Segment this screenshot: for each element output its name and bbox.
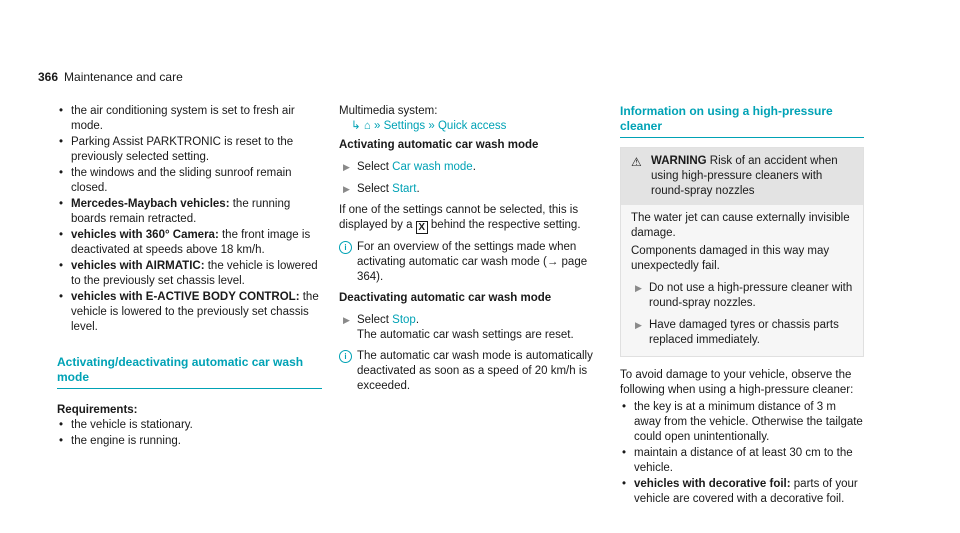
- list-item: • the engine is running.: [57, 434, 322, 449]
- warning-icon: ⚠: [631, 155, 642, 169]
- info-icon: i: [339, 241, 352, 254]
- list-item: • the windows and the sliding sunroof remain closed.: [57, 166, 322, 196]
- stop-link: Stop: [392, 314, 416, 326]
- step-select-stop: ▶ Select Stop. The automatic car wash settings are reset.: [343, 314, 574, 341]
- column-middle: [339, 104, 604, 394]
- page-header: [38, 70, 183, 84]
- step-arrow-icon: ▶: [343, 162, 350, 172]
- path-separator-icon: »: [374, 120, 381, 132]
- note-auto-deactivate: i The automatic car wash mode is automatically deactivated as soon as a speed of 20 km/h is exceeded.: [339, 349, 604, 394]
- result-list: [57, 104, 322, 335]
- warning-step: ▶ Have damaged tyres or chassis parts replaced immediately.: [635, 319, 839, 346]
- list-item: • Parking Assist PARKTRONIC is reset to the previously selected setting.: [57, 135, 322, 165]
- menu-path: [339, 119, 604, 134]
- list-item: • vehicles with AIRMATIC: the vehicle is lowered to the previously set chassis level.: [57, 259, 322, 289]
- system-label: Multimedia system:: [339, 105, 438, 117]
- step-arrow-icon: ▶: [343, 184, 350, 194]
- intro-paragraph: To avoid damage to your vehicle, observe the following when using a high-pressure cleaner:: [620, 369, 854, 396]
- list-item: • Mercedes-Maybach vehicles: the running boards remain retracted.: [57, 197, 322, 227]
- warning-box: [620, 147, 864, 357]
- list-item: • the key is at a minimum distance of 3 m away from the vehicle. Otherwise the tailgate could open unintentionally.: [620, 400, 864, 445]
- x-symbol-icon: X: [416, 221, 428, 234]
- path-arrow-icon: ↳: [351, 120, 361, 132]
- step-arrow-icon: ▶: [343, 315, 350, 325]
- warning-body: The water jet can cause externally invisible damage. Components damaged in this way may unexpectedly fail. ▶ Do not use a high-pressure cleaner with round-spray nozzles. ▶ Have damaged tyres or chassis parts replaced immediately.: [621, 205, 863, 356]
- info-paragraph: If one of the settings cannot be selected, this is displayed by a X behind the respective setting.: [339, 204, 581, 233]
- path-settings: Settings: [383, 120, 426, 132]
- step-arrow-icon: ▶: [635, 320, 642, 330]
- list-item: • vehicles with 360° Camera: the front image is deactivated at speeds above 18 km/h.: [57, 228, 322, 258]
- path-separator-icon: »: [428, 120, 435, 132]
- requirements-list: [57, 418, 322, 449]
- warning-step: ▶ Do not use a high-pressure cleaner with round-spray nozzles.: [635, 282, 853, 309]
- cleaner-list: [620, 400, 864, 507]
- step-select-car-wash: ▶ Select Car wash mode.: [343, 161, 476, 173]
- home-icon: ⌂: [363, 120, 371, 132]
- path-quick-access: Quick access: [437, 120, 507, 132]
- list-item: • maintain a distance of at least 30 cm to the vehicle.: [620, 446, 864, 476]
- note-overview: i For an overview of the settings made when activating automatic car wash mode (→ page 364).: [339, 240, 604, 285]
- warning-label: WARNING: [651, 155, 707, 167]
- page-number: 366: [38, 70, 59, 84]
- page-header-title: Maintenance and care: [64, 70, 183, 84]
- activating-title: Activating automatic car wash mode: [339, 139, 539, 151]
- car-wash-mode-link: Car wash mode: [392, 161, 473, 173]
- step-arrow-icon: ▶: [635, 283, 642, 293]
- list-item: • the vehicle is stationary.: [57, 418, 322, 433]
- requirements-title: Requirements:: [57, 404, 138, 416]
- section-title-car-wash: Activating/deactivating automatic car wash mode: [57, 355, 322, 389]
- list-item: • vehicles with E-ACTIVE BODY CONTROL: the vehicle is lowered to the previously set chassis level.: [57, 290, 322, 335]
- section-title-high-pressure: Information on using a high-pressure cleaner: [620, 104, 864, 138]
- list-item: • the air conditioning system is set to fresh air mode.: [57, 104, 322, 134]
- warning-header: ⚠ WARNING Risk of an accident when using high-pressure cleaners with round-spray nozzles: [621, 148, 863, 205]
- step-select-start: ▶ Select Start.: [343, 183, 420, 195]
- info-icon: i: [339, 350, 352, 363]
- start-link: Start: [392, 183, 417, 195]
- list-item: • vehicles with decorative foil: parts of your vehicle are covered with a decorative foil.: [620, 477, 864, 507]
- column-left: [57, 104, 322, 450]
- column-right: [620, 104, 864, 508]
- deactivating-title: Deactivating automatic car wash mode: [339, 292, 552, 304]
